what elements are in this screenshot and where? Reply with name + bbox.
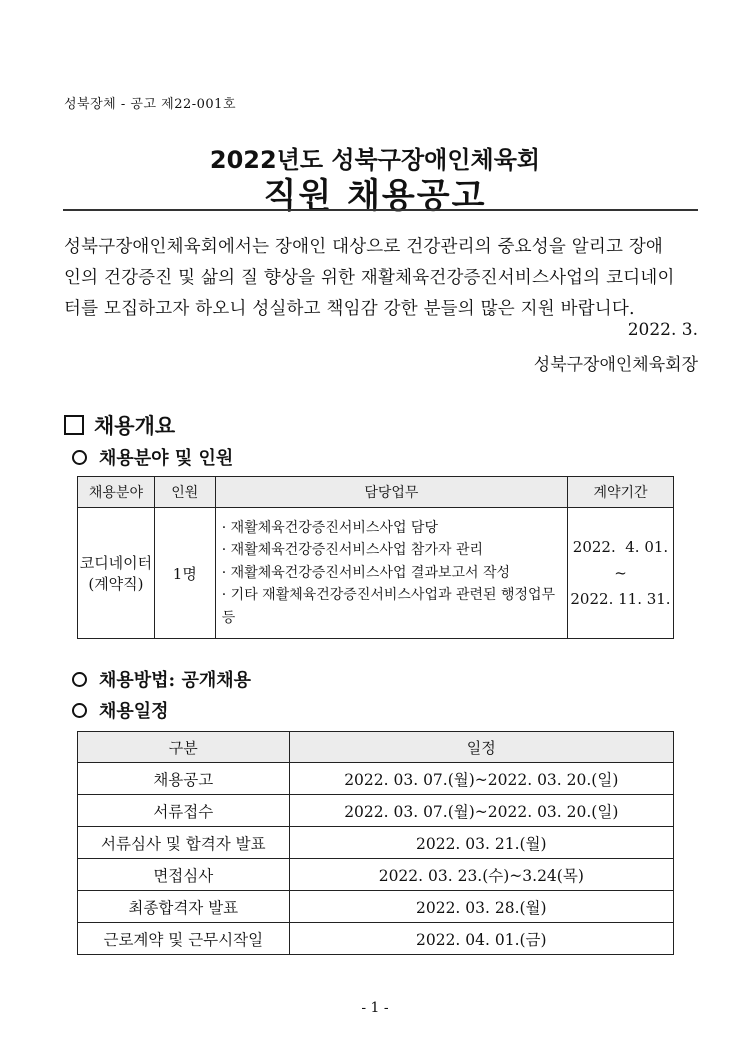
column-header: 일정: [289, 732, 673, 763]
table-row: [78, 827, 674, 859]
positions-table: [77, 476, 674, 639]
circle-bullet-icon: [72, 703, 87, 718]
schedule-value: 2022. 03. 23.(수)~3.24(목): [289, 859, 673, 891]
checkbox-square-icon: [64, 415, 84, 435]
period-end: 2022. 11. 31.: [570, 590, 671, 608]
schedule-table: [77, 731, 674, 955]
page-number: - 1 -: [361, 1000, 389, 1016]
schedule-label: 최종합격자 발표: [78, 891, 290, 923]
schedule-value: 2022. 04. 01.(금): [289, 923, 673, 955]
schedule-value: 2022. 03. 07.(월)~2022. 03. 20.(일): [289, 795, 673, 827]
duty-item: · 기타 재활체육건강증진서비스사업과 관련된 행정업무 등: [221, 587, 556, 626]
duties-cell: [215, 508, 567, 639]
table-row: [78, 891, 674, 923]
intro-paragraph: [64, 232, 698, 325]
signer: 성북구장애인체육회장: [533, 355, 698, 375]
column-header: 인원: [154, 477, 215, 508]
table-row: [78, 763, 674, 795]
intro-line: 터를 모집하고자 하오니 성실하고 책임감 강한 분들의 많은 지원 바랍니다.: [64, 299, 635, 319]
period-separator: ~: [614, 564, 627, 582]
table-row: [78, 795, 674, 827]
subsection-heading-positions: [72, 444, 233, 470]
column-header: 계약기간: [568, 477, 674, 508]
table-row: [78, 923, 674, 955]
title-line-1: 2022년도 성북구장애인체육회: [209, 146, 541, 174]
table-row: [78, 508, 674, 639]
column-header: 담당업무: [215, 477, 567, 508]
duty-item: · 재활체육건강증진서비스사업 결과보고서 작성: [221, 564, 511, 581]
subsection-title: 채용방법: 공개채용: [99, 670, 252, 691]
field-name: 코디네이터: [79, 554, 153, 572]
schedule-label: 면접심사: [78, 859, 290, 891]
schedule-value: 2022. 03. 28.(월): [289, 891, 673, 923]
subsection-title: 채용일정: [99, 701, 169, 722]
subsection-heading-schedule: [72, 697, 169, 723]
schedule-value: 2022. 03. 07.(월)~2022. 03. 20.(일): [289, 763, 673, 795]
period-start: 2022. 4. 01.: [572, 538, 669, 556]
duty-item: · 재활체육건강증진서비스사업 담당: [221, 519, 438, 536]
schedule-label: 서류접수: [78, 795, 290, 827]
subsection-title: 채용분야 및 인원: [99, 448, 234, 469]
period-cell: [568, 508, 674, 639]
table-header-row: [78, 732, 674, 763]
intro-line: 성북구장애인체육회에서는 장애인 대상으로 건강관리의 중요성을 알리고 장애: [64, 237, 664, 257]
duty-item: · 재활체육건강증진서비스사업 참가자 관리: [221, 542, 483, 559]
table-row: [78, 859, 674, 891]
document-number: 성북장체 - 공고 제22-001호: [64, 97, 237, 112]
field-type: (계약직): [88, 575, 144, 593]
column-header: 채용분야: [78, 477, 155, 508]
title-divider: [63, 209, 698, 211]
section-heading: [64, 410, 175, 440]
column-header: 구분: [78, 732, 290, 763]
announcement-date: 2022. 3.: [627, 320, 698, 340]
schedule-value: 2022. 03. 21.(월): [289, 827, 673, 859]
schedule-label: 서류심사 및 합격자 발표: [78, 827, 290, 859]
circle-bullet-icon: [72, 672, 87, 687]
subsection-heading-method: [72, 666, 251, 692]
schedule-label: 채용공고: [78, 763, 290, 795]
table-header-row: [78, 477, 674, 508]
count-cell: 1명: [154, 508, 215, 639]
schedule-label: 근로계약 및 근무시작일: [78, 923, 290, 955]
intro-line: 인의 건강증진 및 삶의 질 향상을 위한 재활체육건강증진서비스사업의 코디네이: [64, 268, 675, 288]
circle-bullet-icon: [72, 450, 87, 465]
field-cell: [78, 508, 155, 639]
page-title: 직원 채용공고: [263, 176, 487, 216]
section-title: 채용개요: [94, 414, 176, 438]
